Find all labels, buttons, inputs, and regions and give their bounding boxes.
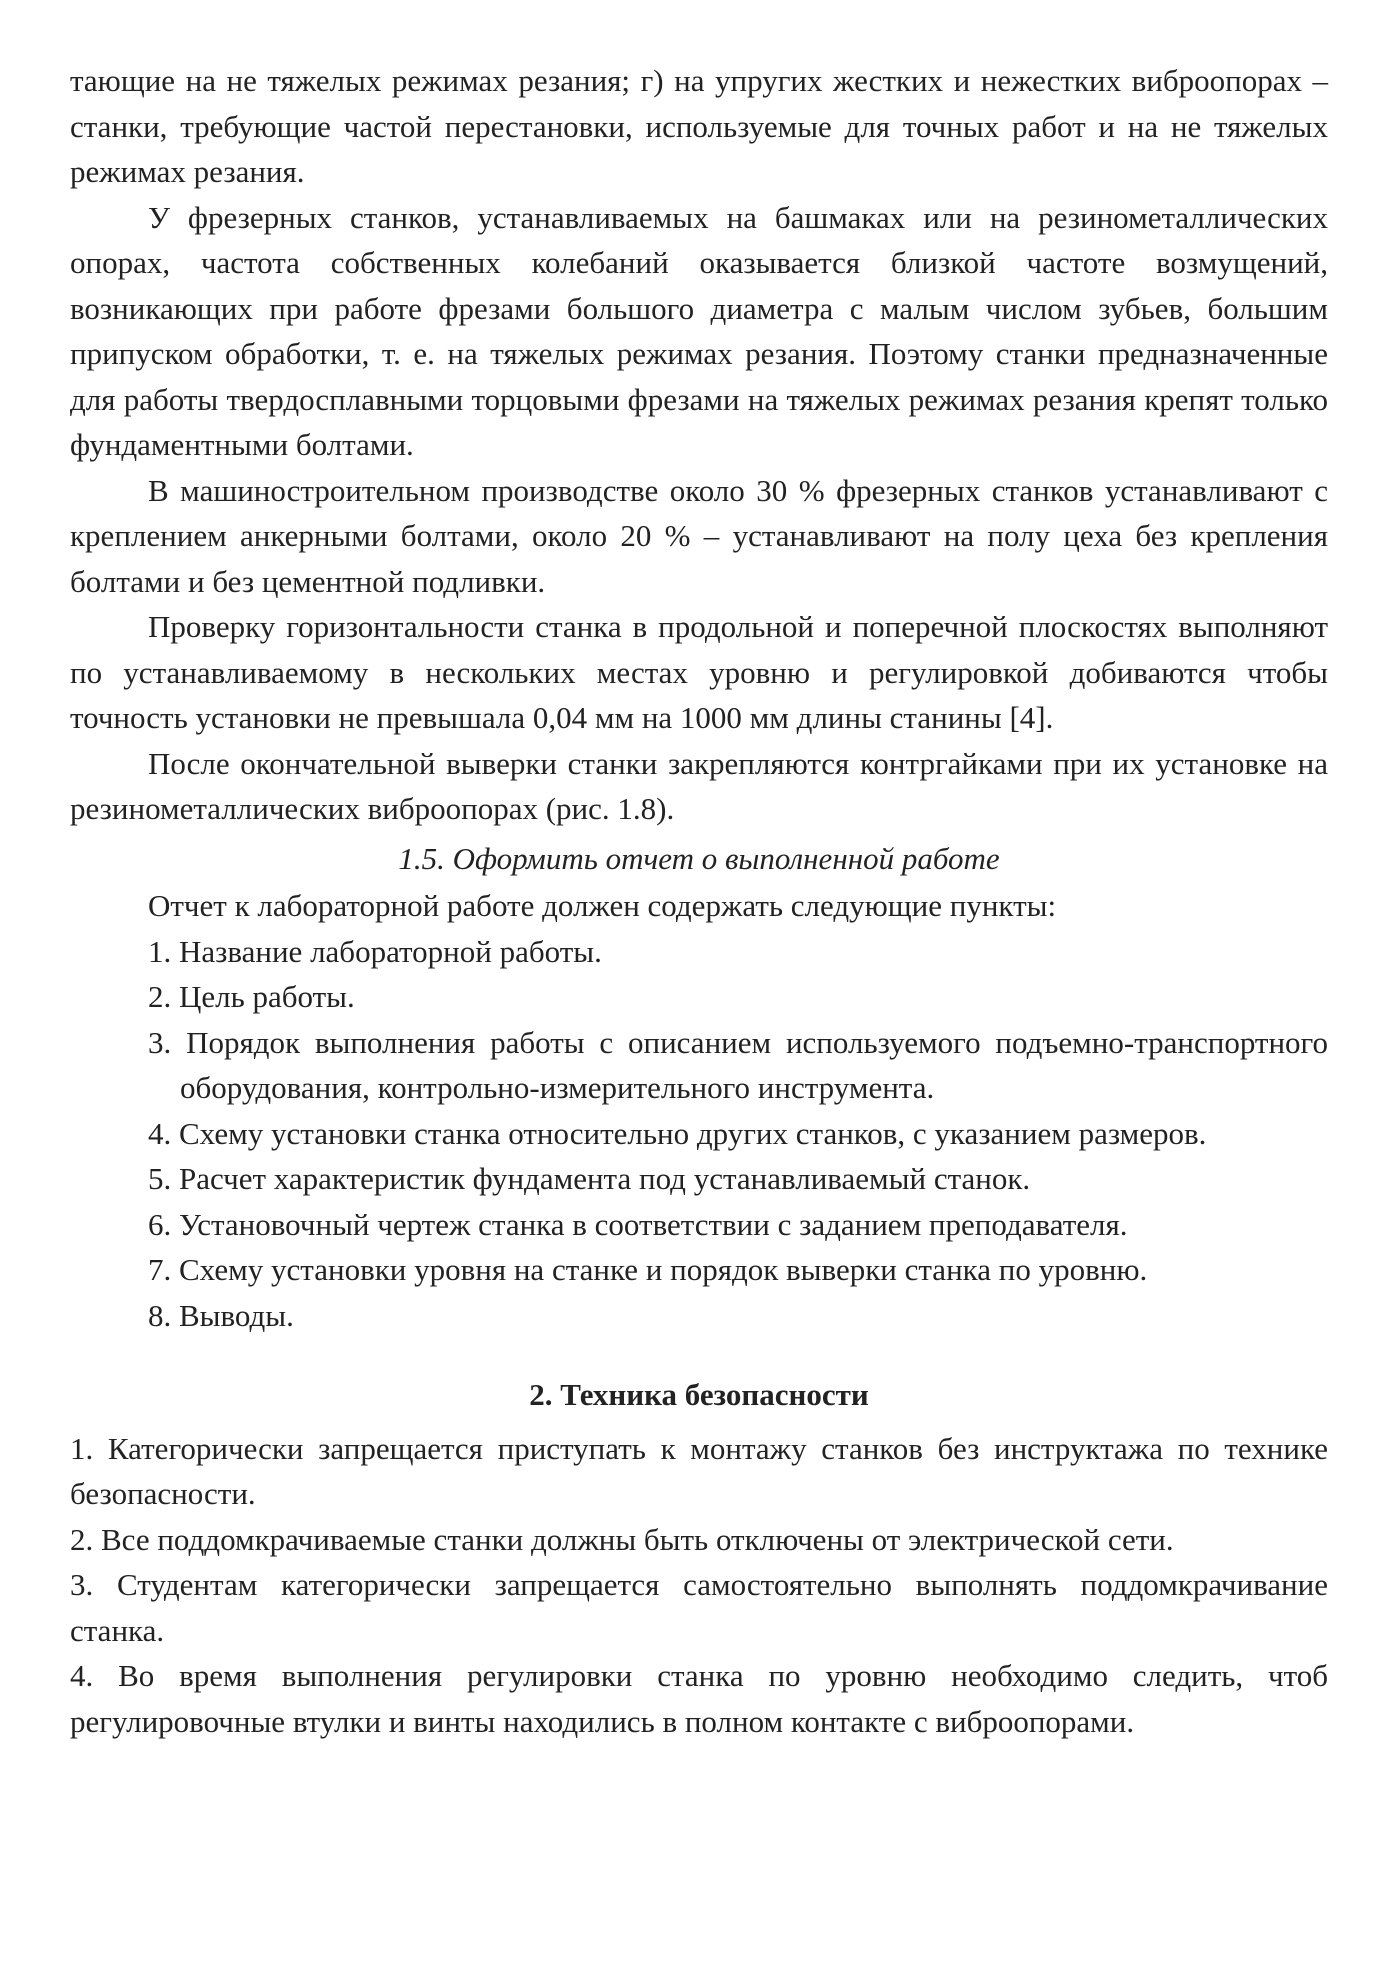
paragraph-statistics: В машиностроительном производстве около 30 % фрезерных станков устанавливают с креплением анкерными болтами, около 20 % – устанавливают на полу цеха без крепления болтами и без цементной подливки.	[70, 472, 1328, 599]
report-heading: 1.5. Оформить отчет о выполненной работе	[398, 840, 1000, 876]
report-intro: Отчет к лабораторной работе должен содержать следующие пункты:	[148, 888, 1057, 923]
list-item: 1. Название лабораторной работы.	[148, 933, 602, 969]
paragraph-final-alignment: После окончательной выверки станки закрепляются контргайками при их установке на резинометаллических виброопорах (рис. 1.8).	[70, 745, 1328, 826]
list-item: 2. Цель работы.	[148, 979, 355, 1014]
list-item: 1. Категорически запрещается приступать к монтажу станков без инструктажа по технике безопасности.	[70, 1430, 1328, 1511]
list-item: 6. Установочный чертеж станка в соответствии с заданием преподавателя.	[148, 1206, 1128, 1242]
list-item: 3. Порядок выполнения работы с описанием используемого подъемно-транспортного оборудования, контрольно-измерительного инструмента.	[148, 1024, 1328, 1105]
paragraph-leveling: Проверку горизонтальности станка в продольной и поперечной плоскостях выполняют по устанавливаемому в нескольких местах уровню и регулировкой добиваются чтобы точность установки не превышала 0,04 мм на 1000 мм длины станины [4].	[70, 609, 1328, 735]
list-item: 2. Все поддомкрачиваемые станки должны быть отключены от электрической сети.	[70, 1521, 1174, 1557]
report-items-list	[70, 929, 1328, 1339]
safety-list	[70, 1426, 1328, 1745]
list-item: 7. Схему установки уровня на станке и порядок выверки станка по уровню.	[148, 1252, 1148, 1287]
list-item: 5. Расчет характеристик фундамента под устанавливаемый станок.	[148, 1161, 1031, 1196]
list-item: 4. Во время выполнения регулировки станка по уровню необходимо следить, чтоб регулировочные втулки и винты находились в полном контакте с виброопорами.	[70, 1658, 1328, 1739]
list-item: 8. Выводы.	[148, 1297, 294, 1333]
list-item: 4. Схему установки станка относительно других станков, с указанием размеров.	[148, 1115, 1207, 1151]
list-item: 3. Студентам категорически запрещается самостоятельно выполнять поддомкрачивание станка.	[70, 1567, 1328, 1648]
safety-section-title: 2. Техника безопасности	[529, 1377, 869, 1412]
paragraph-continuation: тающие на не тяжелых режимах резания; г) на упругих жестких и нежестких виброопорах – станки, требующие частой перестановки, используемые для точных работ и на не тяжелых режимах резания.	[70, 63, 1328, 189]
paragraph-milling-machines: У фрезерных станков, устанавливаемых на башмаках или на резинометаллических опорах, частота собственных колебаний оказывается близкой частоте возмущений, возникающих при работе фрезами большого диаметра с малым числом зубьев, большим припуском обработки, т. е. на тяжелых режимах резания. Поэтому станки предназначенные для работы твердосплавными торцовыми фрезами на тяжелых режимах резания крепят только фундаментными болтами.	[70, 199, 1328, 462]
